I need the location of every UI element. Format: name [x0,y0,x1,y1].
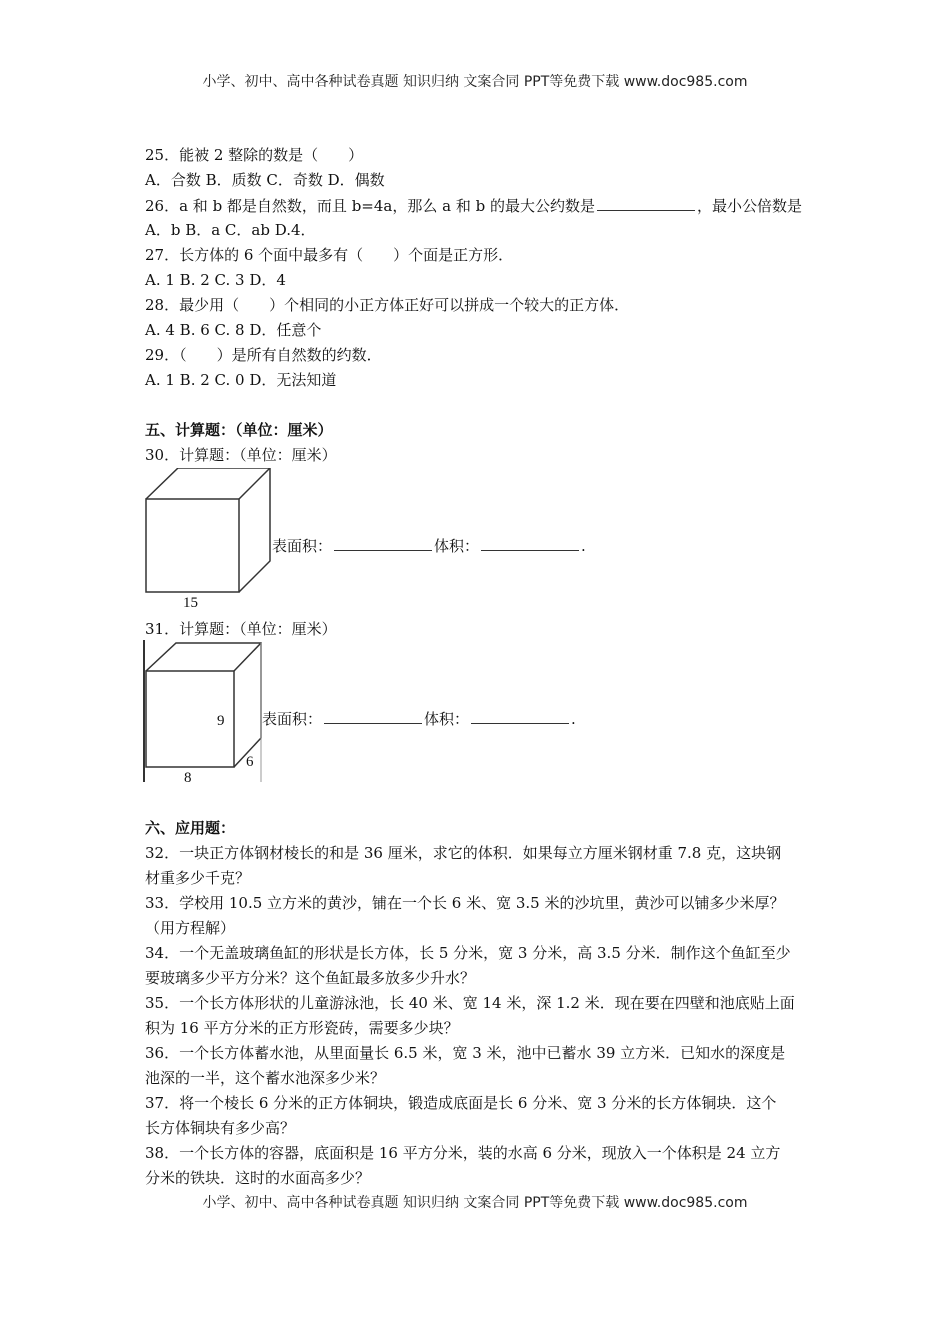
question-27-options: A. 1 B. 2 C. 3 D．4 [145,271,286,289]
page-footer: 小学、初中、高中各种试卷真题 知识归纳 文案合同 PPT等免费下载 www.doc985.com [202,1195,748,1211]
cube-edge-label: 15 [183,595,198,610]
question-31-answers [262,709,576,728]
volume-label: 体积： [424,710,470,728]
question-line: 32．一块正方体钢材棱长的和是 36 厘米，求它的体积．如果每立方厘米钢材重 7.8 克，这块钢 [145,844,782,862]
question-31: 31．计算题：（单位：厘米） [145,620,337,638]
period: . [581,537,586,555]
question-26-text: 26．a 和 b 都是自然数，而且 b=4a，那么 a 和 b 的最大公约数是 [145,197,595,215]
question-line: 要玻璃多少平方分米？这个鱼缸最多放多少升水？ [145,969,476,987]
question-line: 长方体铜块有多少高？ [145,1119,296,1137]
cuboid-length-label: 8 [184,770,192,785]
question-line: 分米的铁块．这时的水面高多少？ [145,1169,371,1187]
question-28: 28．最少用（ ）个相同的小正方体正好可以拼成一个较大的正方体． [145,296,630,314]
question-26-options: A．b B．a C．ab D.4． [145,221,316,239]
answer-blank[interactable] [597,196,695,211]
surface-area-label: 表面积： [262,710,323,728]
surface-area-blank[interactable] [334,536,432,551]
page-header: 小学、初中、高中各种试卷真题 知识归纳 文案合同 PPT等免费下载 www.doc985.com [202,74,748,90]
question-line: 36．一个长方体蓄水池，从里面量长 6.5 米，宽 3 米，池中已蓄水 39 立方米．已知水的深度是 [145,1044,786,1062]
question-30-answers [272,536,586,555]
cuboid-width-label: 6 [246,754,254,770]
volume-blank[interactable] [471,709,569,724]
question-line: 38．一个长方体的容器，底面积是 16 平方分米，装的水高 6 分米，现放入一个体积是 24 立方 [145,1144,781,1162]
question-line: 35．一个长方体形状的儿童游泳池，长 40 米、宽 14 米，深 1.2 米．现在要在四壁和池底贴上面 [145,994,795,1012]
question-line: 34．一个无盖玻璃鱼缸的形状是长方体，长 5 分米，宽 3 分米，高 3.5 分米．制作这个鱼缸至少 [145,944,791,962]
surface-area-blank[interactable] [324,709,422,724]
question-line: 材重多少千克？ [145,869,251,887]
question-27: 27．长方体的 6 个面中最多有（ ）个面是正方形． [145,246,514,264]
cube-figure [143,468,273,610]
question-line: 积为 16 平方分米的正方形瓷砖，需要多少块？ [145,1019,459,1037]
question-line: 池深的一半，这个蓄水池深多少米？ [145,1069,386,1087]
volume-blank[interactable] [481,536,579,551]
question-30: 30．计算题：（单位：厘米） [145,446,337,464]
question-line: 37．将一个棱长 6 分米的正方体铜块，锻造成底面是长 6 分米、宽 3 分米的长方体铜块．这个 [145,1094,777,1112]
section-5-title: 五、计算题：（单位：厘米） [145,421,333,439]
question-25-options: A．合数 B．质数 C．奇数 D．偶数 [145,171,385,189]
section-6-title: 六、应用题： [145,819,236,837]
surface-area-label: 表面积： [272,537,333,555]
question-29-options: A. 1 B. 2 C. 0 D．无法知道 [145,371,337,389]
cube-front-face [146,499,239,592]
volume-label: 体积： [434,537,480,555]
period: . [571,710,576,728]
question-25: 25．能被 2 整除的数是（ ） [145,146,364,164]
question-26 [145,196,802,215]
cuboid-figure [142,640,267,785]
cuboid-height-label: 9 [217,713,225,729]
question-29: 29．（ ）是所有自然数的约数． [145,346,382,364]
question-line: （用方程解） [145,919,236,937]
question-26-text-end: ，最小公倍数是 [696,197,802,215]
question-line: 33．学校用 10.5 立方米的黄沙，铺在一个长 6 米、宽 3.5 米的沙坑里，黄沙可以铺多少米厚？ [145,894,785,912]
question-28-options: A. 4 B. 6 C. 8 D．任意个 [145,321,322,339]
